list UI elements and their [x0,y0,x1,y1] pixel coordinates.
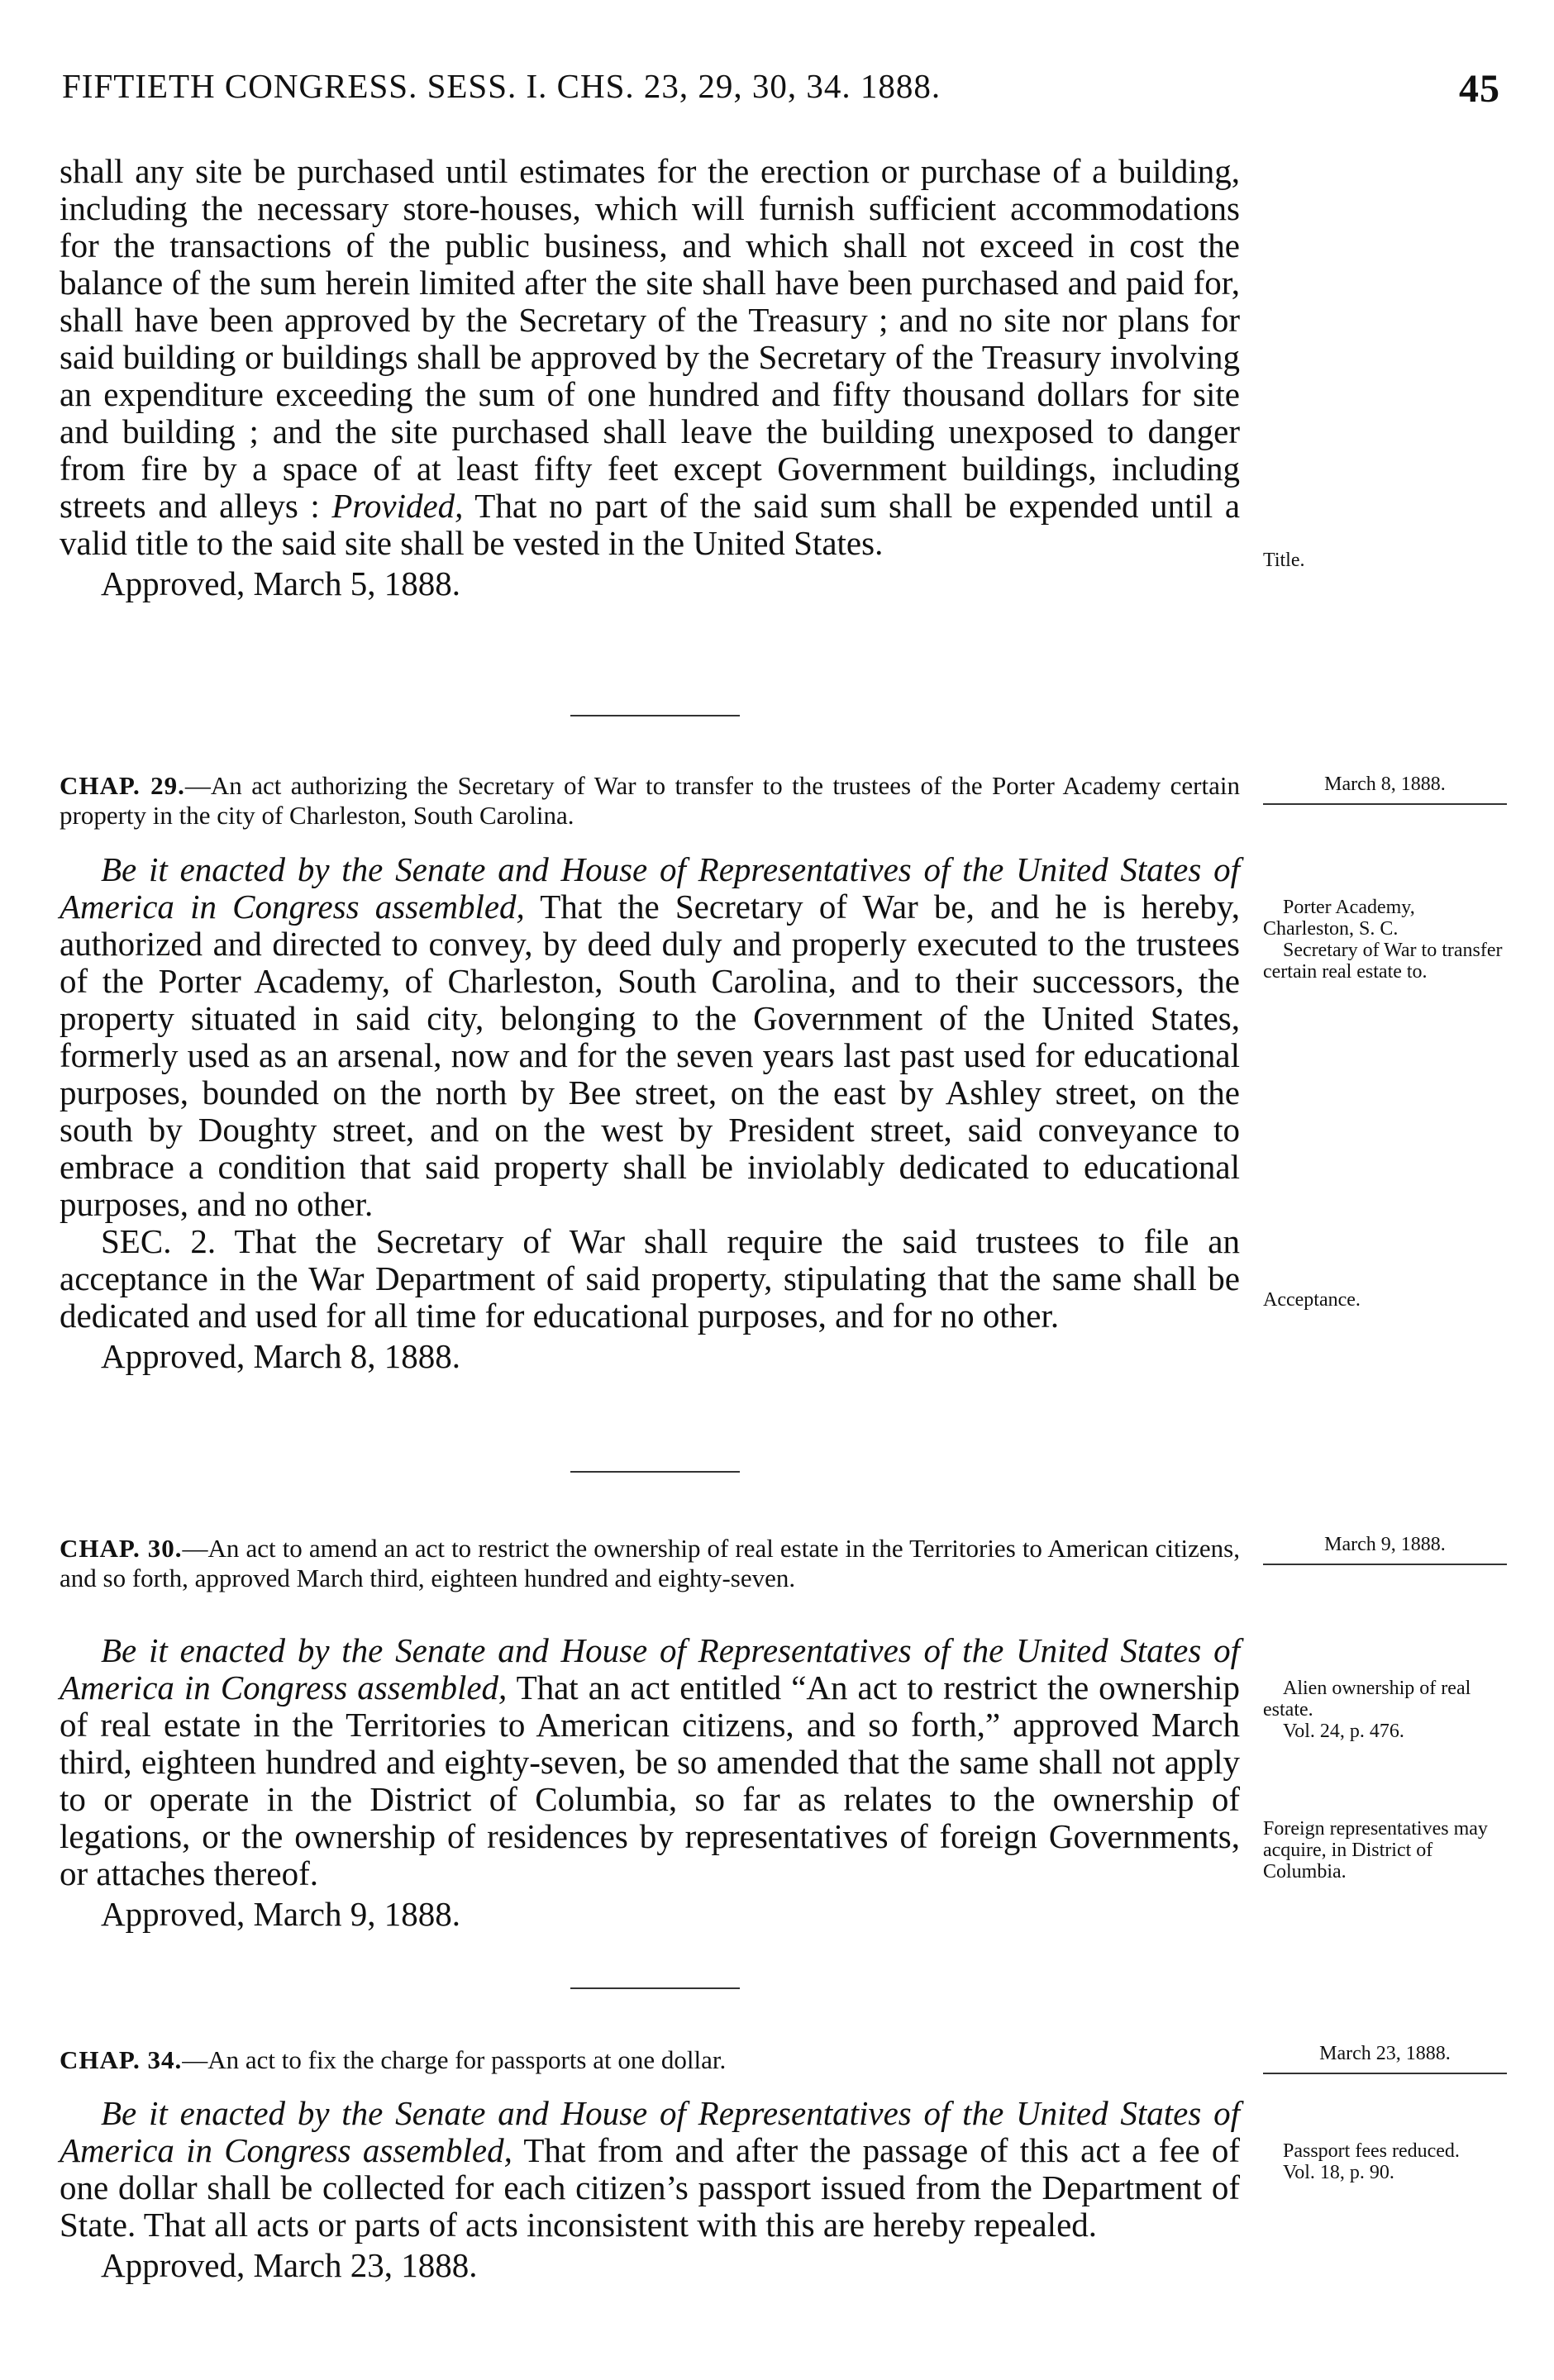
chap29-margin-notes [1263,897,1507,983]
chap29-date: March 8, 1888. [1263,774,1507,805]
chap29-title: —An act authorizing the Secretary of War to transfer to the trustees of the Porter Academy certain property in the city of Charleston, South Carolina. [60,771,1240,830]
chap30-date: March 9, 1888. [1263,1534,1507,1565]
margin-note-title: Title. [1263,550,1305,571]
chap30-heading [60,1534,1240,1593]
chap29-section1 [60,851,1240,1223]
chap29-heading [60,771,1240,831]
running-head-title: FIFTIETH CONGRESS. SESS. I. CHS. 23, 29, 30, 34. 1888. [62,67,941,105]
chap34-margin-note-1: Passport fees reduced. [1283,2140,1460,2162]
chap29-sec2-text: That the Secretary of War shall require the said trustees to file an acceptance in the War Department of said property, stipulating that the same shall be dedicated and used for all time for educational purposes, and for no other. [60,1222,1241,1335]
chap34-label: CHAP. 34. [60,2045,183,2074]
running-header [62,66,1500,116]
approved-chap34: Approved, March 23, 1888. [101,2246,478,2284]
approved-chap23: Approved, March 5, 1888. [101,564,460,602]
chap34-title: —An act to fix the charge for passports at one dollar. [182,2045,727,2074]
chap34-date: March 23, 1888. [1263,2043,1507,2074]
chap29-margin-note-2: Secretary of War to transfer certain real estate to. [1263,940,1503,983]
chap34-enacting-clause: Be it enacted by the Senate and House of Representatives of the United States of America in Congress assembled, [60,2094,1240,2169]
chap30-text: That an act entitled “An act to restrict the ownership of real estate in the Territories to American citizens, and so forth,” approved March third, eighteen hundred and eighty-seven, be so amended that the same shall not apply to or operate in the District of Columbia, so far as relates to the ownership of legations, or the ownership of residences by representatives of foreign Governments, or attaches thereof. [60,1668,1240,1892]
continuation-section [60,153,1240,602]
chap29-section2 [60,1223,1240,1335]
chap29-label: CHAP. 29. [60,771,185,800]
chap29-margin-note-1: Porter Academy, Charleston, S. C. [1263,897,1415,940]
chap34-section [60,2095,1240,2244]
approved-chap29: Approved, March 8, 1888. [101,1337,460,1375]
section-divider [570,1987,740,1989]
section-divider [570,715,740,716]
chap29-body [60,851,1240,1375]
chap30-body [60,1632,1240,1933]
chap29-enacting-clause: Be it enacted by the Senate and House of Representatives of the United States of America in Congress assembled, [60,850,1240,926]
page-number: 45 [1459,67,1500,111]
chap30-margin-note-1: Alien ownership of real estate. [1263,1678,1471,1721]
chap30-enacting-clause: Be it enacted by the Senate and House of Representatives of the United States of America in Congress assembled, [60,1631,1240,1706]
section-divider [570,1471,740,1473]
chap34-body [60,2095,1240,2284]
continuation-text-after: That no part of the said sum shall be expended until a valid title to the said site shall be vested in the United States. [60,487,1241,562]
chap34-margin-note-2: Vol. 18, p. 90. [1283,2162,1394,2183]
chap30-label: CHAP. 30. [60,1534,183,1563]
chap30-margin-note-3: Foreign representatives may acquire, in District of Columbia. [1263,1818,1488,1883]
chap34-text: That from and after the passage of this act a fee of one dollar shall be collected for each citizen’s passport issued from the Department of State. That all acts or parts of acts inconsistent with this are hereby repealed. [60,2131,1241,2244]
continuation-text: shall any site be purchased until estimates for the erection or purchase of a building, including the necessary store-houses, which will furnish sufficient accommodations for the transactions of the public business, and which shall not exceed in cost the balance of the sum herein limited after the site shall have been purchased and paid for, shall have been approved by the Secretary of the Treasury ; and no site nor plans for said building or buildings shall be approved by the Secretary of the Treasury involving an expenditure exceeding the sum of one hundred and fifty thousand dollars for site and building ; and the site purchased shall leave the building unexposed to danger from fire by a space of at least fifty feet except Government buildings, including streets and alleys : [60,152,1240,525]
chap34-margin-notes [1263,2140,1507,2183]
chap29-sec2-label: SEC. 2. [101,1222,217,1260]
chap34-heading [60,2045,1240,2075]
chap29-margin-note-3: Acceptance. [1263,1289,1361,1311]
chap29-sec1-text: That the Secretary of War be, and he is hereby, authorized and directed to convey, by deed duly and properly executed to the trustees of the Porter Academy, of Charleston, South Carolina, and to their successors, the property situated in said city, belonging to the Government of the United States, formerly used as an arsenal, now and for the seven years last past used for educational purposes, bounded on the north by Bee street, on the east by Ashley street, on the south by Doughty street, and on the west by President street, said conveyance to embrace a condition that said property shall be inviolably dedicated to educational purposes, and no other. [60,888,1240,1223]
chap30-margin-note-2: Vol. 24, p. 476. [1283,1721,1404,1742]
chap30-margin-notes-a [1263,1678,1507,1742]
approved-chap30: Approved, March 9, 1888. [101,1895,460,1933]
chap30-title: —An act to amend an act to restrict the ownership of real estate in the Territories to American citizens, and so forth, approved March third, eighteen hundred and eighty-seven. [60,1534,1240,1592]
chap30-section [60,1632,1240,1892]
continuation-paragraph [60,153,1240,562]
provided-label: Provided, [331,487,464,525]
